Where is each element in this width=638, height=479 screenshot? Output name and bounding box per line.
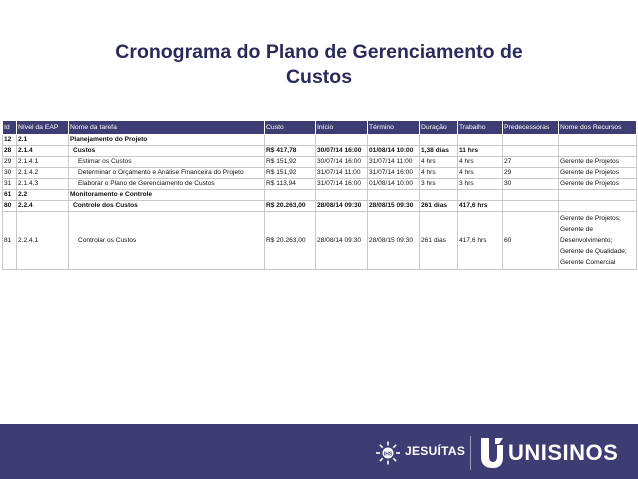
cell-predecessors: 27: [503, 157, 559, 168]
cell-eap: 2.2: [17, 190, 69, 201]
cell-id: 30: [3, 168, 17, 179]
cell-name: Custos: [69, 146, 265, 157]
cell-start: 28/08/14 09:30: [316, 212, 368, 270]
resource-line: Gerente de Qualidade;: [560, 248, 627, 255]
jesuitas-sun-icon: [375, 441, 401, 465]
cell-duration: [420, 190, 458, 201]
cell-cost: R$ 417,78: [265, 146, 316, 157]
cell-predecessors: 29: [503, 168, 559, 179]
resource-line: Gerente de Projetos;: [560, 215, 621, 222]
cell-resources: [559, 201, 637, 212]
jesuitas-logo-text: JESUÍTAS: [405, 444, 466, 458]
cell-start: 28/08/14 09:30: [316, 201, 368, 212]
cell-eap: 2.1.4.3: [17, 179, 69, 190]
cell-resources: [559, 190, 637, 201]
cell-start: [316, 190, 368, 201]
cell-finish: 01/08/14 10:00: [368, 146, 420, 157]
title-line-2: Custos: [285, 66, 353, 88]
cell-work: [458, 135, 503, 146]
cell-resources: [559, 212, 637, 270]
cell-resources: [559, 135, 637, 146]
cell-eap: 2.1: [17, 135, 69, 146]
resource-line: Gerente Comercial: [560, 259, 616, 266]
cell-id: 12: [3, 135, 17, 146]
cell-cost: [265, 135, 316, 146]
header-work: Trabalho: [458, 121, 503, 135]
cell-eap: 2.2.4: [17, 201, 69, 212]
cell-work: 3 hrs: [458, 179, 503, 190]
page-title: [0, 40, 638, 90]
table-row: [3, 157, 637, 168]
cell-work: 4 hrs: [458, 157, 503, 168]
cell-duration: 1,38 dias: [420, 146, 458, 157]
resource-line: Desenvolvimento;: [560, 237, 613, 244]
table-row: [3, 179, 637, 190]
cell-resources: Gerente de Projetos: [559, 168, 637, 179]
cell-id: 81: [3, 212, 17, 270]
cell-resources: [559, 146, 637, 157]
cell-eap: 2.1.4.1: [17, 157, 69, 168]
cell-duration: 3 hrs: [420, 179, 458, 190]
cell-eap: 2.1.4.2: [17, 168, 69, 179]
cell-start: 30/07/14 16:00: [316, 146, 368, 157]
cell-duration: 261 dias: [420, 201, 458, 212]
table-header-row: [3, 121, 637, 135]
svg-text:IHS: IHS: [383, 451, 393, 458]
cell-predecessors: 60: [503, 212, 559, 270]
table-row: [3, 168, 637, 179]
cell-finish: [368, 190, 420, 201]
header-duration: Duração: [420, 121, 458, 135]
logo-separator: [470, 436, 471, 470]
table-row: [3, 135, 637, 146]
cell-id: 80: [3, 201, 17, 212]
header-predecessors: Predecessoras: [503, 121, 559, 135]
header-eap-level: Nível da EAP: [17, 121, 69, 135]
cell-id: 61: [3, 190, 17, 201]
cell-finish: 31/07/14 11:00: [368, 157, 420, 168]
cell-duration: 4 hrs: [420, 157, 458, 168]
cell-finish: 01/08/14 10:00: [368, 179, 420, 190]
cell-id: 31: [3, 179, 17, 190]
cell-work: [458, 190, 503, 201]
cell-finish: [368, 135, 420, 146]
cell-name: Estimar os Custos: [69, 157, 265, 168]
schedule-table: [2, 120, 637, 270]
cell-start: 31/07/14 16:00: [316, 179, 368, 190]
cell-id: 29: [3, 157, 17, 168]
cell-cost: R$ 151,92: [265, 157, 316, 168]
cell-cost: R$ 20.263,00: [265, 201, 316, 212]
cell-name: Determinar o Orçamento e Análise Financeira do Projeto: [69, 168, 265, 179]
cell-predecessors: [503, 146, 559, 157]
cell-resources: Gerente de Projetos: [559, 179, 637, 190]
cell-predecessors: [503, 190, 559, 201]
cell-resources: Gerente de Projetos: [559, 157, 637, 168]
cell-name: Monitoramento e Controle: [69, 190, 265, 201]
resource-line: Gerente de: [560, 226, 593, 233]
cell-work: 417,6 hrs: [458, 201, 503, 212]
cell-predecessors: [503, 201, 559, 212]
cell-predecessors: 30: [503, 179, 559, 190]
unisinos-logo-text: UNISINOS: [508, 440, 619, 465]
cell-eap: 2.2.4.1: [17, 212, 69, 270]
table-row: [3, 146, 637, 157]
cell-predecessors: [503, 135, 559, 146]
cell-duration: [420, 135, 458, 146]
cell-cost: R$ 151,92: [265, 168, 316, 179]
unisinos-u-icon: [478, 436, 506, 470]
cell-finish: 28/08/15 09:30: [368, 201, 420, 212]
cell-id: 28: [3, 146, 17, 157]
title-line-1: Cronograma do Plano de Gerenciamento de: [115, 41, 523, 63]
cell-start: [316, 135, 368, 146]
cell-start: 30/07/14 16:00: [316, 157, 368, 168]
header-resources: Nome dos Recursos: [559, 121, 637, 135]
cell-name: Controle dos Custos: [69, 201, 265, 212]
cell-work: 4 hrs: [458, 168, 503, 179]
cell-finish: 31/07/14 16:00: [368, 168, 420, 179]
cell-name: Controlar os Custos: [69, 212, 265, 270]
cell-cost: R$ 20.263,00: [265, 212, 316, 270]
cell-start: 31/07/14 11:00: [316, 168, 368, 179]
header-id: Id: [3, 121, 17, 135]
cell-name: Elaborar o Plano de Gerenciamento de Custos: [69, 179, 265, 190]
cell-finish: 28/08/15 09:30: [368, 212, 420, 270]
cell-work: 11 hrs: [458, 146, 503, 157]
cell-name: Planejamento do Projeto: [69, 135, 265, 146]
cell-cost: [265, 190, 316, 201]
header-cost: Custo: [265, 121, 316, 135]
cell-eap: 2.1.4: [17, 146, 69, 157]
cell-cost: R$ 113,94: [265, 179, 316, 190]
table-row: [3, 190, 637, 201]
table-row: [3, 201, 637, 212]
header-task-name: Nome da tarefa: [69, 121, 265, 135]
header-start: Início: [316, 121, 368, 135]
header-finish: Término: [368, 121, 420, 135]
cell-work: 417,6 hrs: [458, 212, 503, 270]
cell-duration: 4 hrs: [420, 168, 458, 179]
cell-duration: 261 dias: [420, 212, 458, 270]
table-row: [3, 212, 637, 270]
